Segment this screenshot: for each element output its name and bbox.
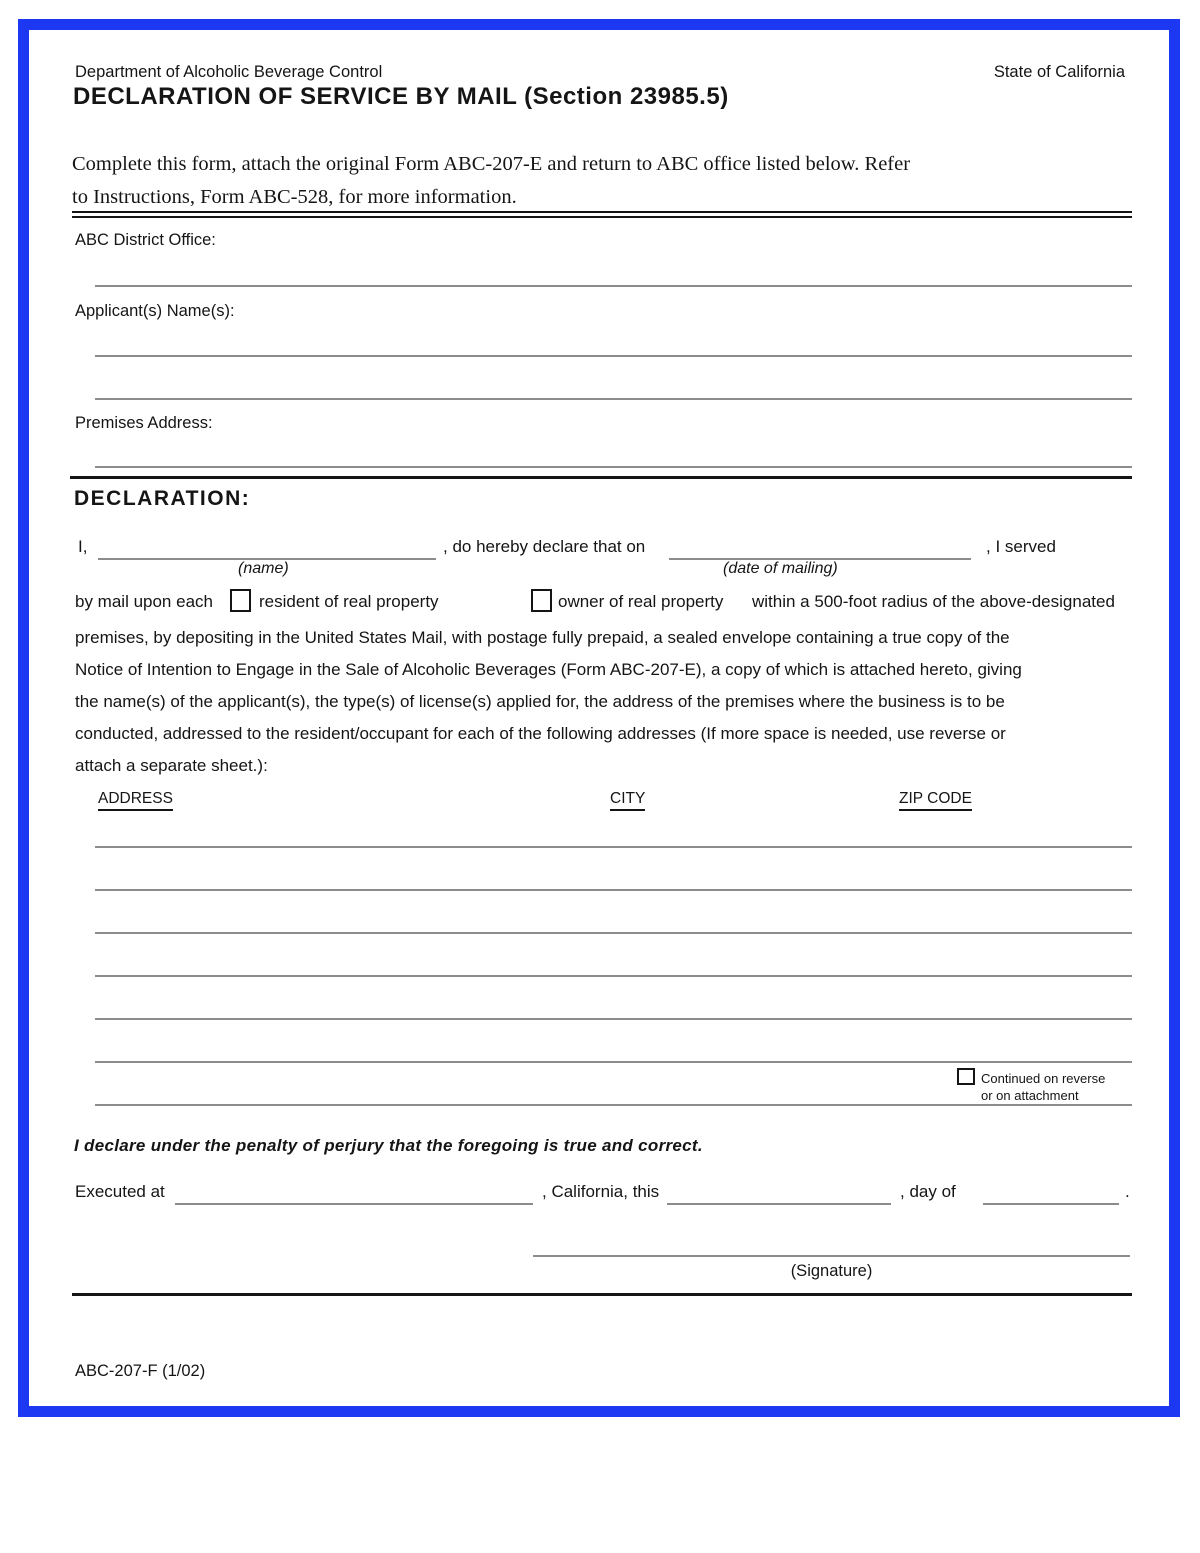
continued-on-reverse-label	[981, 1071, 1105, 1104]
form-title: DECLARATION OF SERVICE BY MAIL (Section 23985.5)	[73, 83, 729, 110]
premises-input-line[interactable]	[95, 466, 1132, 468]
executed-place-input-line[interactable]	[175, 1203, 533, 1205]
address-row-line[interactable]	[95, 1104, 1132, 1106]
instructions	[72, 148, 910, 214]
continued-label-line-2: or on attachment	[981, 1087, 1079, 1103]
district-office-label: ABC District Office:	[75, 231, 216, 249]
signature-caption: (Signature)	[790, 1262, 873, 1280]
address-row-line[interactable]	[95, 975, 1132, 977]
perjury-statement: I declare under the penalty of perjury that the foregoing is true and correct.	[74, 1136, 703, 1155]
executed-day-input-line[interactable]	[983, 1203, 1119, 1205]
declaration-i: I,	[78, 537, 88, 556]
declaration-body-line-4: conducted, addressed to the resident/occupant for each of the following addresses (If more space is needed, use reverse or	[75, 724, 1006, 743]
owner-checkbox-label: owner of real property	[558, 592, 724, 611]
section-divider-double	[72, 211, 1132, 218]
applicants-input-line-1[interactable]	[95, 355, 1132, 357]
california-this-text: , California, this	[542, 1182, 660, 1201]
declaration-section-divider	[70, 476, 1132, 479]
applicants-label: Applicant(s) Name(s):	[75, 302, 235, 320]
day-of-text: , day of	[900, 1182, 956, 1201]
column-header-address: ADDRESS	[98, 790, 173, 811]
signature-input-line[interactable]	[533, 1255, 1130, 1257]
declaration-body-line-3: the name(s) of the applicant(s), the type(s) of license(s) applied for, the address of the premises where the business is to be	[75, 692, 1005, 711]
address-row-line[interactable]	[95, 932, 1132, 934]
date-of-mailing-caption: (date of mailing)	[723, 560, 838, 577]
column-header-city: CITY	[610, 790, 645, 811]
address-row-line[interactable]	[95, 889, 1132, 891]
bottom-section-divider	[72, 1293, 1132, 1296]
instructions-line-1: Complete this form, attach the original Form ABC-207-E and return to ABC office listed below. Refer	[72, 153, 911, 175]
resident-checkbox[interactable]	[230, 589, 251, 612]
district-office-input-line[interactable]	[95, 285, 1132, 287]
continued-label-line-1: Continued on reverse	[981, 1071, 1106, 1086]
address-row-line[interactable]	[95, 846, 1132, 848]
premises-label: Premises Address:	[75, 414, 213, 432]
sentence-period: .	[1125, 1182, 1130, 1201]
address-row-line[interactable]	[95, 1061, 1132, 1063]
resident-checkbox-label: resident of real property	[259, 592, 439, 611]
instructions-line-2: to Instructions, Form ABC-528, for more information.	[72, 186, 517, 208]
declaration-body-line-1: premises, by depositing in the United States Mail, with postage fully prepaid, a sealed envelope containing a true copy of the	[75, 628, 1010, 647]
owner-checkbox[interactable]	[531, 589, 552, 612]
declaration-body-line-5: attach a separate sheet.):	[75, 756, 268, 775]
declaration-body-line-2: Notice of Intention to Engage in the Sale of Alcoholic Beverages (Form ABC-207-E), a copy of which is attached hereto, giving	[75, 660, 1022, 679]
form-number: ABC-207-F (1/02)	[75, 1362, 206, 1380]
address-row-line[interactable]	[95, 1018, 1132, 1020]
column-header-zip-code: ZIP CODE	[899, 790, 972, 811]
declaration-heading: DECLARATION:	[74, 487, 251, 510]
declaration-declare-that-on: , do hereby declare that on	[443, 537, 646, 556]
name-caption: (name)	[238, 560, 289, 577]
declaration-i-served: , I served	[986, 537, 1056, 556]
radius-text: within a 500-foot radius of the above-designated	[752, 592, 1115, 611]
state-name: State of California	[993, 63, 1125, 81]
by-mail-upon-each-text: by mail upon each	[75, 592, 213, 611]
declaration-body	[75, 622, 1022, 782]
executed-at-text: Executed at	[75, 1182, 165, 1201]
applicants-input-line-2[interactable]	[95, 398, 1132, 400]
agency-name: Department of Alcoholic Beverage Control	[75, 63, 383, 81]
continued-on-reverse-checkbox[interactable]	[957, 1068, 975, 1085]
executed-date-input-line[interactable]	[667, 1203, 891, 1205]
address-rows	[95, 846, 1132, 1147]
